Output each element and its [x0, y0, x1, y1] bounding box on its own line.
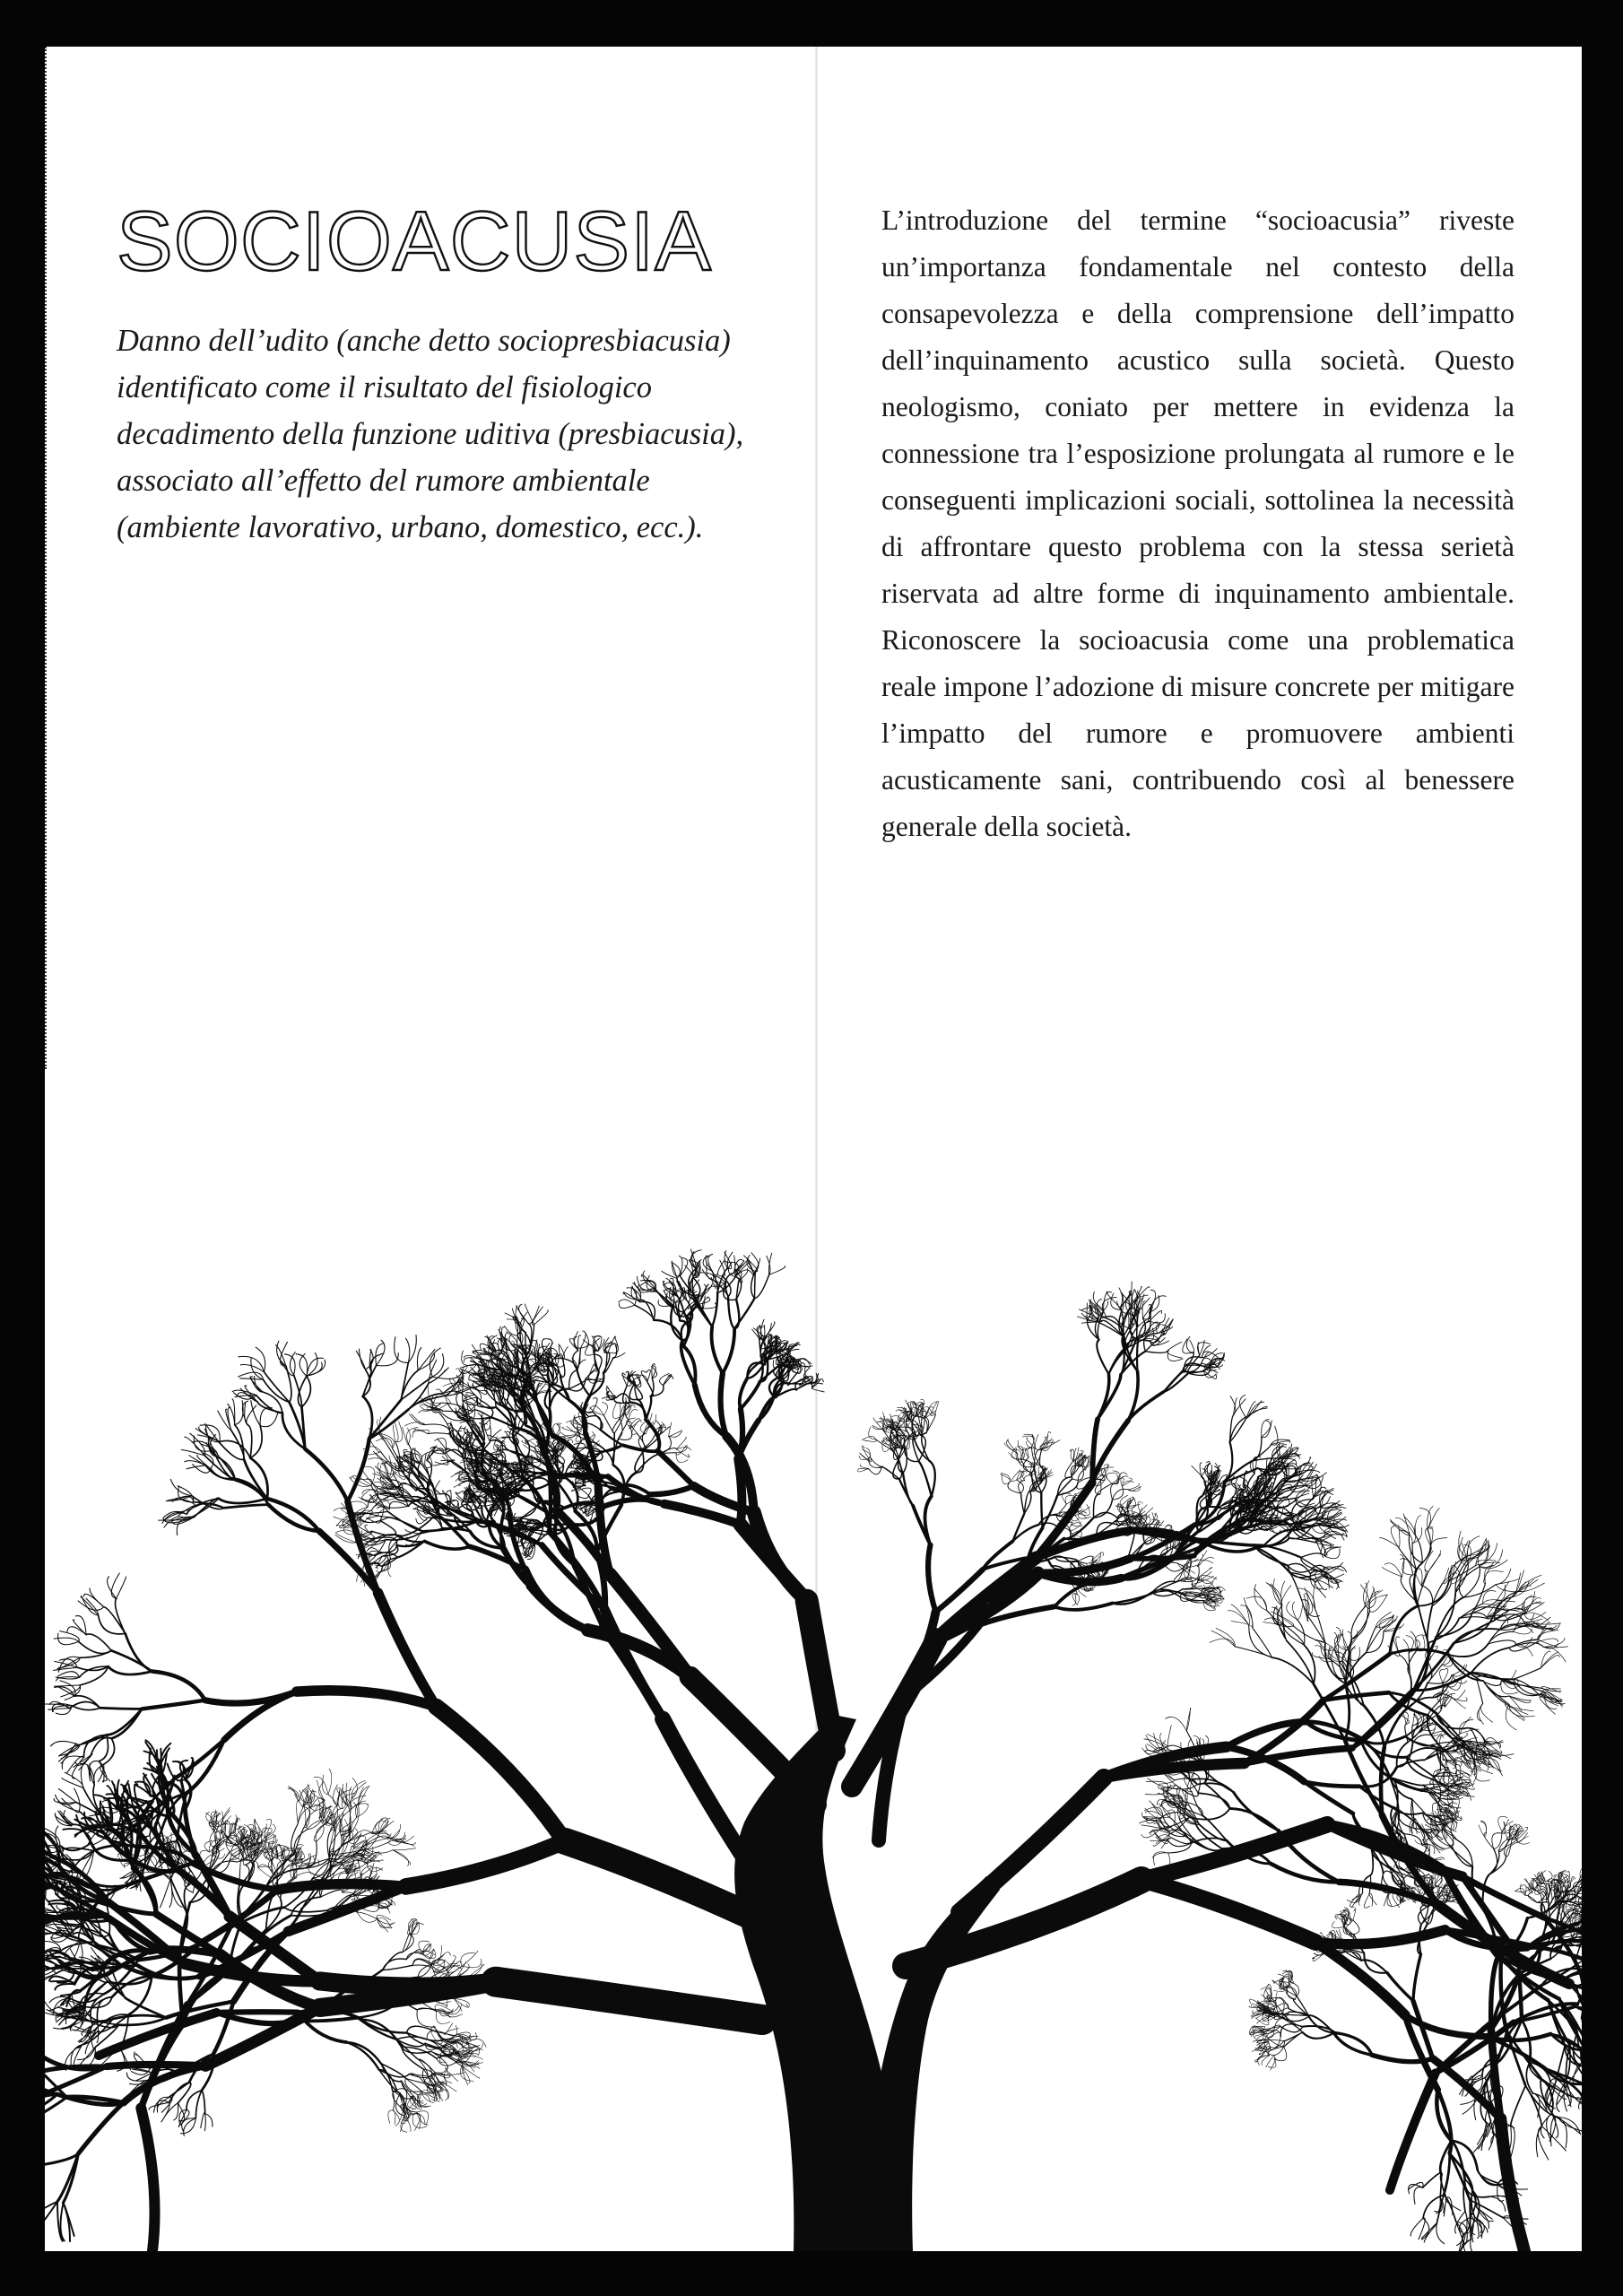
body-paragraph: L’introduzione del termine “socioacusia” riveste un’importanza fondamentale nel contesto della consapevolezza e della comprensione dell’impatto dell’inquinamento acustico sulla società. Questo neologismo, coniato per mettere in evidenza la connessione tra l’esposizione prolungata al rumore e le conseguenti implicazioni sociali, sottolinea la necessità di affrontare questo problema con la stessa serietà riservata ad altre forme di inquinamento ambientale. Riconoscere la socioacusia come una problematica reale impone l’adozione di misure concrete per mitigare l’impatto del rumore e promuovere ambienti acusticamente sani, contribuendo così al benessere generale della società. [881, 204, 1515, 842]
brochure-spread [45, 47, 1582, 2251]
page-title: SOCIOACUSIA [117, 194, 712, 288]
scan-edge-marks [45, 47, 52, 1069]
tree-silhouette-image [45, 1248, 1582, 2251]
definition-text: Danno dell’udito (anche detto sociopresbiacusia) identificato come il risultato del fisiologico decadimento della funzione uditiva (presbiacusia), associato all’effetto del rumore ambientale (ambiente lavorativo, urbano, domestico, ecc.). [117, 324, 744, 544]
